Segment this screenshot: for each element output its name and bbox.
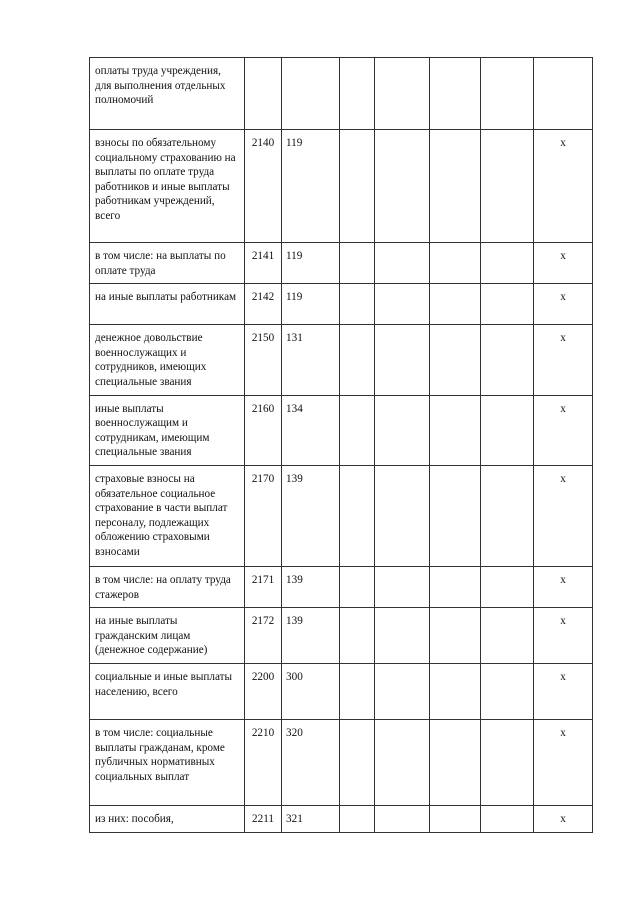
empty-cell [375,395,430,465]
table-row [90,58,593,130]
empty-cell [430,395,481,465]
row-label: социальные и иные выплаты населению, всего [90,664,245,720]
empty-cell [340,664,375,720]
empty-cell [340,806,375,833]
empty-cell [340,58,375,130]
empty-cell [481,720,534,806]
expense-code: 139 [282,566,340,607]
empty-cell [375,608,430,664]
empty-cell [340,284,375,325]
x-mark: x [534,664,593,720]
x-mark: x [534,395,593,465]
empty-cell [481,284,534,325]
table-row [90,566,593,607]
empty-cell [375,806,430,833]
row-label: иные выплаты военнослужащим и сотрудникам, имеющим специальные звания [90,395,245,465]
line-code [245,58,282,130]
empty-cell [375,58,430,130]
empty-cell [375,720,430,806]
expense-code: 119 [282,284,340,325]
line-code: 2142 [245,284,282,325]
empty-cell [375,566,430,607]
empty-cell [430,720,481,806]
empty-cell [375,284,430,325]
x-mark: x [534,243,593,284]
empty-cell [340,465,375,566]
line-code: 2200 [245,664,282,720]
empty-cell [430,325,481,395]
empty-cell [430,664,481,720]
x-mark: x [534,284,593,325]
empty-cell [375,465,430,566]
empty-cell [340,608,375,664]
empty-cell [340,566,375,607]
empty-cell [430,243,481,284]
line-code: 2172 [245,608,282,664]
expense-code [282,58,340,130]
empty-cell [481,395,534,465]
empty-cell [375,243,430,284]
empty-cell [481,806,534,833]
empty-cell [430,130,481,243]
row-label: в том числе: на выплаты по оплате труда [90,243,245,284]
line-code: 2140 [245,130,282,243]
row-label: из них: пособия, [90,806,245,833]
row-label: в том числе: на оплату труда стажеров [90,566,245,607]
expense-code: 119 [282,130,340,243]
empty-cell [430,284,481,325]
empty-cell [481,325,534,395]
row-label: денежное довольствие военнослужащих и сотрудников, имеющих специальные звания [90,325,245,395]
empty-cell [340,395,375,465]
table-row [90,806,593,833]
x-mark: x [534,465,593,566]
expense-code: 321 [282,806,340,833]
x-mark: x [534,325,593,395]
empty-cell [430,806,481,833]
empty-cell [481,243,534,284]
empty-cell [375,325,430,395]
expense-code: 134 [282,395,340,465]
empty-cell [481,58,534,130]
table-row [90,465,593,566]
empty-cell [481,130,534,243]
table-row [90,243,593,284]
line-code: 2171 [245,566,282,607]
line-code: 2210 [245,720,282,806]
row-label: на иные выплаты работникам [90,284,245,325]
empty-cell [430,608,481,664]
empty-cell [430,58,481,130]
expense-code: 139 [282,465,340,566]
empty-cell [481,566,534,607]
empty-cell [340,130,375,243]
expense-code: 300 [282,664,340,720]
budget-table [89,57,593,833]
empty-cell [481,608,534,664]
empty-cell [481,664,534,720]
line-code: 2150 [245,325,282,395]
expense-code: 131 [282,325,340,395]
empty-cell [430,566,481,607]
line-code: 2211 [245,806,282,833]
line-code: 2170 [245,465,282,566]
row-label: страховые взносы на обязательное социальное страхование в части выплат персоналу, подлежащих обложению страховыми взносами [90,465,245,566]
table-row [90,608,593,664]
x-mark: x [534,720,593,806]
table-row [90,284,593,325]
x-mark: x [534,608,593,664]
empty-cell [340,720,375,806]
table-row [90,130,593,243]
table-row [90,720,593,806]
expense-code: 320 [282,720,340,806]
row-label: оплаты труда учреждения, для выполнения отдельных полномочий [90,58,245,130]
line-code: 2160 [245,395,282,465]
empty-cell [375,130,430,243]
table-row [90,395,593,465]
empty-cell [375,664,430,720]
x-mark: x [534,806,593,833]
table-row [90,664,593,720]
x-mark: x [534,566,593,607]
empty-cell [340,325,375,395]
empty-cell [430,465,481,566]
empty-cell [340,243,375,284]
table-row [90,325,593,395]
line-code: 2141 [245,243,282,284]
expense-code: 119 [282,243,340,284]
row-label: в том числе: социальные выплаты гражданам, кроме публичных нормативных социальных выплат [90,720,245,806]
expense-code: 139 [282,608,340,664]
row-label: на иные выплаты гражданским лицам (денежное содержание) [90,608,245,664]
empty-cell [481,465,534,566]
x-mark [534,58,593,130]
row-label: взносы по обязательному социальному страхованию на выплаты по оплате труда работников и иные выплаты работникам учреждений, всего [90,130,245,243]
x-mark: x [534,130,593,243]
